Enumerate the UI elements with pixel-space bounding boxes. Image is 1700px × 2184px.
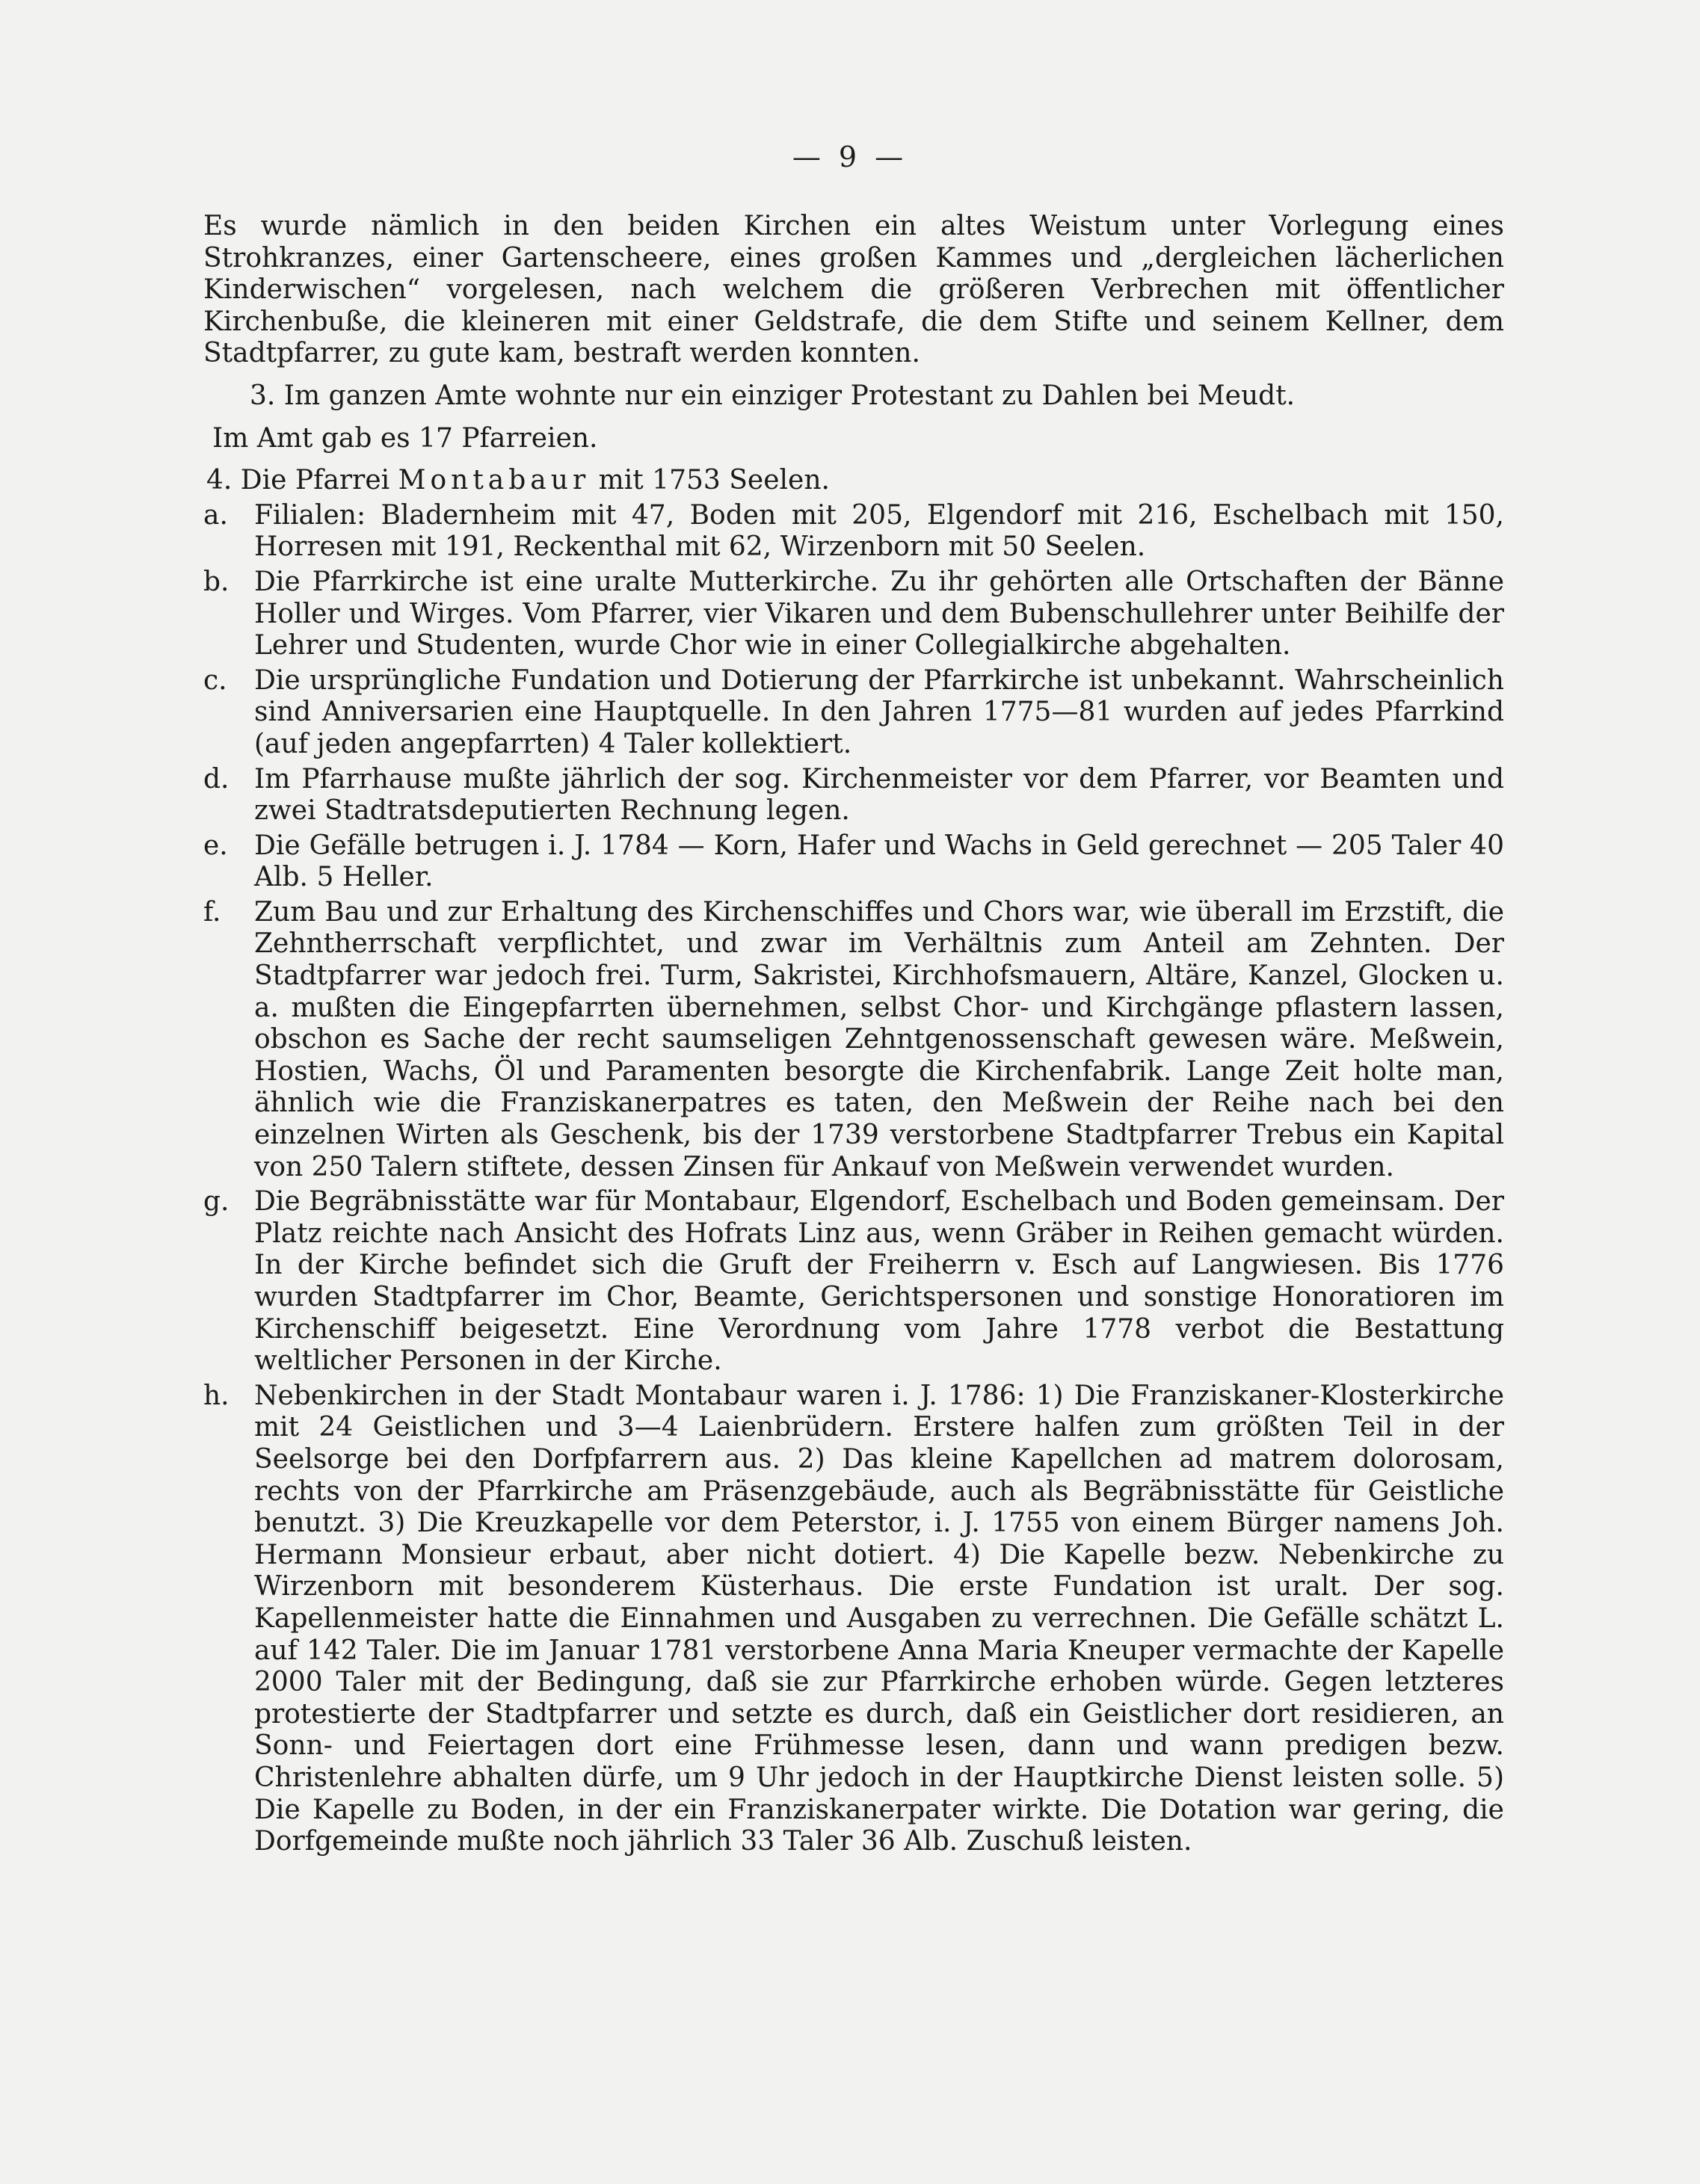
item-text: Die Gefälle betrugen i. J. 1784 — Korn, Hafer und Wachs in Geld gerechnet — 205 Taler 40 Alb. 5 Heller. bbox=[254, 830, 1504, 893]
list-item bbox=[203, 665, 1504, 761]
item-text: Die ursprüngliche Fundation und Dotierung der Pfarrkirche ist unbekannt. Wahrscheinlich sind Anniversarien eine Hauptquelle. In den Jahren 1775—81 wurden auf jedes Pfarrkind (auf jeden angepfarrten) 4 Taler kollektiert. bbox=[254, 664, 1504, 759]
item-label: h. bbox=[203, 1380, 230, 1411]
paragraph-weistum: Es wurde nämlich in den beiden Kirchen ein altes Weistum unter Vorlegung eines Strohkranzes, einer Gartenscheere, eines großen Kammes und „dergleichen lächerlichen Kinderwischen“ vorgelesen, nach welchem die größeren Verbrechen mit öffentlicher Kirchenbuße, die kleineren mit einer Geldstrafe, die dem Stifte und seinem Kellner, dem Stadtpfarrer, zu gute kam, bestraft werden konnten. bbox=[203, 211, 1504, 369]
list-item bbox=[203, 764, 1504, 827]
item-text: Im Pfarrhause mußte jährlich der sog. Kirchenmeister vor dem Pfarrer, vor Beamten und zwei Stadtratsdeputierten Rechnung legen. bbox=[254, 763, 1504, 827]
item-label: g. bbox=[203, 1186, 230, 1218]
item-label: f. bbox=[203, 896, 221, 928]
item-label: e. bbox=[203, 830, 228, 861]
paragraph-pfarrei-montabaur bbox=[203, 465, 1504, 497]
body-text bbox=[203, 211, 1504, 1858]
list-item bbox=[203, 830, 1504, 894]
item-label: c. bbox=[203, 664, 227, 696]
list-item bbox=[203, 897, 1504, 1183]
pfarrei-name: Montabaur bbox=[398, 465, 591, 496]
item-text: Zum Bau und zur Erhaltung des Kirchenschiffes und Chors war, wie überall im Erzstift, die Zehntherrschaft verpflichtet, und zwar im Verhältnis zum Anteil am Zehnten. Der Stadtpfarrer war jedoch frei. Turm, Sakristei, Kirchhofsmauern, Altäre, Kanzel, Glocken u. a. mußten die Eingepfarrten übernehmen, selbst Chor- und Kirchgänge pflastern lassen, obschon es Sache der recht saumseligen Zehntgenossenschaft gewesen wäre. Meßwein, Hostien, Wachs, Öl und Paramenten besorgte die Kirchenfabrik. Lange Zeit holte man, ähnlich wie die Franziskanerpatres es taten, den Meßwein der Reihe nach bei den einzelnen Wirten als Geschenk, bis der 1739 verstorbene Stadtpfarrer Trebus ein Kapital von 250 Talern stiftete, dessen Zinsen für Ankauf von Meßwein verwendet wurden. bbox=[254, 896, 1504, 1182]
paragraph-protestant: 3. Im ganzen Amte wohnte nur ein einziger Protestant zu Dahlen bei Meudt. bbox=[250, 380, 1296, 411]
pfarrei-prefix: 4. Die Pfarrei bbox=[206, 465, 398, 496]
item-label: b. bbox=[203, 566, 230, 597]
item-text: Die Begräbnisstätte war für Montabaur, Elgendorf, Eschelbach und Boden gemeinsam. Der Platz reichte nach Ansicht des Hofrats Linz aus, wenn Gräber in Reihen gemacht würden. In der Kirche befindet sich die Gruft der Freiherrn v. Esch auf Langwiesen. Bis 1776 wurden Stadtpfarrer im Chor, Beamte, Gerichtspersonen und sonstige Honoratioren im Kirchenschiff beigesetzt. Eine Verordnung vom Jahre 1778 verbot die Bestattung weltlicher Personen in der Kirche. bbox=[254, 1186, 1504, 1377]
list-item bbox=[203, 1186, 1504, 1378]
item-label: a. bbox=[203, 499, 228, 531]
item-text: Die Pfarrkirche ist eine uralte Mutterkirche. Zu ihr gehörten alle Ortschaften der Bänne Holler und Wirges. Vom Pfarrer, vier Vikaren und dem Bubenschullehrer unter Beihilfe der Lehrer und Studenten, wurde Chor wie in einer Collegialkirche abgehalten. bbox=[254, 566, 1504, 661]
item-text: Filialen: Bladernheim mit 47, Boden mit 205, Elgendorf mit 216, Eschelbach mit 150, Horresen mit 191, Reckenthal mit 62, Wirzenborn mit 50 Seelen. bbox=[254, 499, 1504, 563]
pfarrei-suffix: mit 1753 Seelen. bbox=[590, 465, 830, 496]
item-label: d. bbox=[203, 763, 230, 795]
list-item bbox=[203, 1381, 1504, 1858]
item-text: Nebenkirchen in der Stadt Montabaur waren i. J. 1786: 1) Die Franziskaner-Klosterkirche mit 24 Geistlichen und 3—4 Laienbrüdern. Erstere halfen zum größten Teil in der Seelsorge bei den Dorfpfarrern aus. 2) Das kleine Kapellchen ad matrem dolorosam, rechts von der Pfarrkirche am Präsenzgebäude, auch als Begräbnisstätte für Geistliche benutzt. 3) Die Kreuzkapelle vor dem Peterstor, i. J. 1755 von einem Bürger namens Joh. Hermann Monsieur erbaut, aber nicht dotiert. 4) Die Kapelle bezw. Nebenkirche zu Wirzenborn mit besonderem Küsterhaus. Die erste Fundation ist uralt. Der sog. Kapellenmeister hatte die Einnahmen und Ausgaben zu verrechnen. Die Gefälle schätzt L. auf 142 Taler. Die im Januar 1781 verstorbene Anna Maria Kneuper vermachte der Kapelle 2000 Taler mit der Bedingung, daß sie zur Pfarrkirche erhoben würde. Gegen letzteres protestierte der Stadtpfarrer und setzte es durch, daß ein Geistlicher dort residieren, an Sonn- und Feiertagen dort eine Frühmesse lesen, dann und wann predigen bezw. Christenlehre abhalten dürfe, um 9 Uhr jedoch in der Hauptkirche Dienst leisten solle. 5) Die Kapelle zu Boden, in der ein Franziskanerpater wirkte. Die Dotation war gering, die Dorfgemeinde mußte noch jährlich 33 Taler 36 Alb. Zuschuß leisten. bbox=[254, 1380, 1504, 1857]
paragraph-pfarreien: Im Amt gab es 17 Pfarreien. bbox=[212, 422, 598, 454]
page-number: — 9 — bbox=[792, 141, 908, 173]
list-item bbox=[203, 567, 1504, 662]
list-item bbox=[203, 500, 1504, 564]
